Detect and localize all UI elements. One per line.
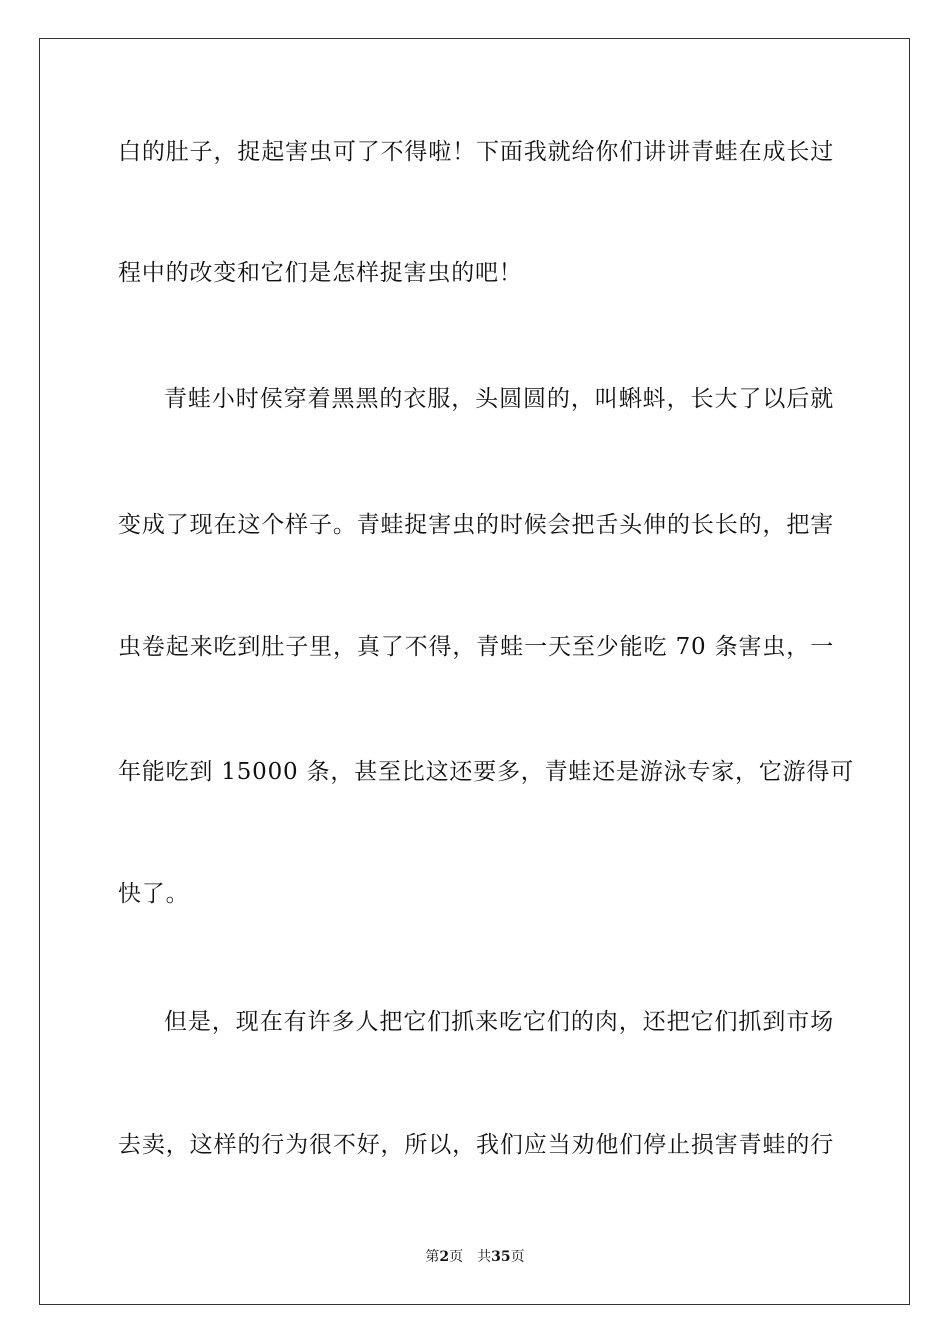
paragraph-line: 年能吃到 15000 条，甚至比这还要多，青蛙还是游泳专家，它游得可 [118,759,854,785]
paragraph-line: 但是，现在有许多人把它们抓来吃它们的肉，还把它们抓到市场 [164,1009,834,1035]
paragraph-line: 去卖，这样的行为很不好，所以，我们应当劝他们停止损害青蛙的行 [118,1132,834,1158]
page-number: 2 [439,1249,450,1265]
paragraph-line: 变成了现在这个样子。青蛙捉害虫的时候会把舌头伸的长长的，把害 [118,512,834,538]
paragraph-line: 快了。 [118,881,190,907]
page-prefix: 第 [425,1249,440,1265]
paragraph-line: 青蛙小时侯穿着黑黑的衣服，头圆圆的，叫蝌蚪，长大了以后就 [164,386,834,412]
paragraph-line: 白的肚子，捉起害虫可了不得啦！下面我就给你们讲讲青蛙在成长过 [118,139,834,165]
total-suffix: 页 [510,1249,525,1265]
page-footer [0,1247,950,1267]
page-suffix: 页 [449,1249,464,1265]
total-pages: 35 [491,1249,511,1265]
paragraph-line: 虫卷起来吃到肚子里，真了不得，青蛙一天至少能吃 70 条害虫，一 [118,634,834,660]
page-border [39,38,910,1305]
total-prefix: 共 [477,1249,492,1265]
paragraph-line: 程中的改变和它们是怎样捉害虫的吧！ [118,260,523,286]
